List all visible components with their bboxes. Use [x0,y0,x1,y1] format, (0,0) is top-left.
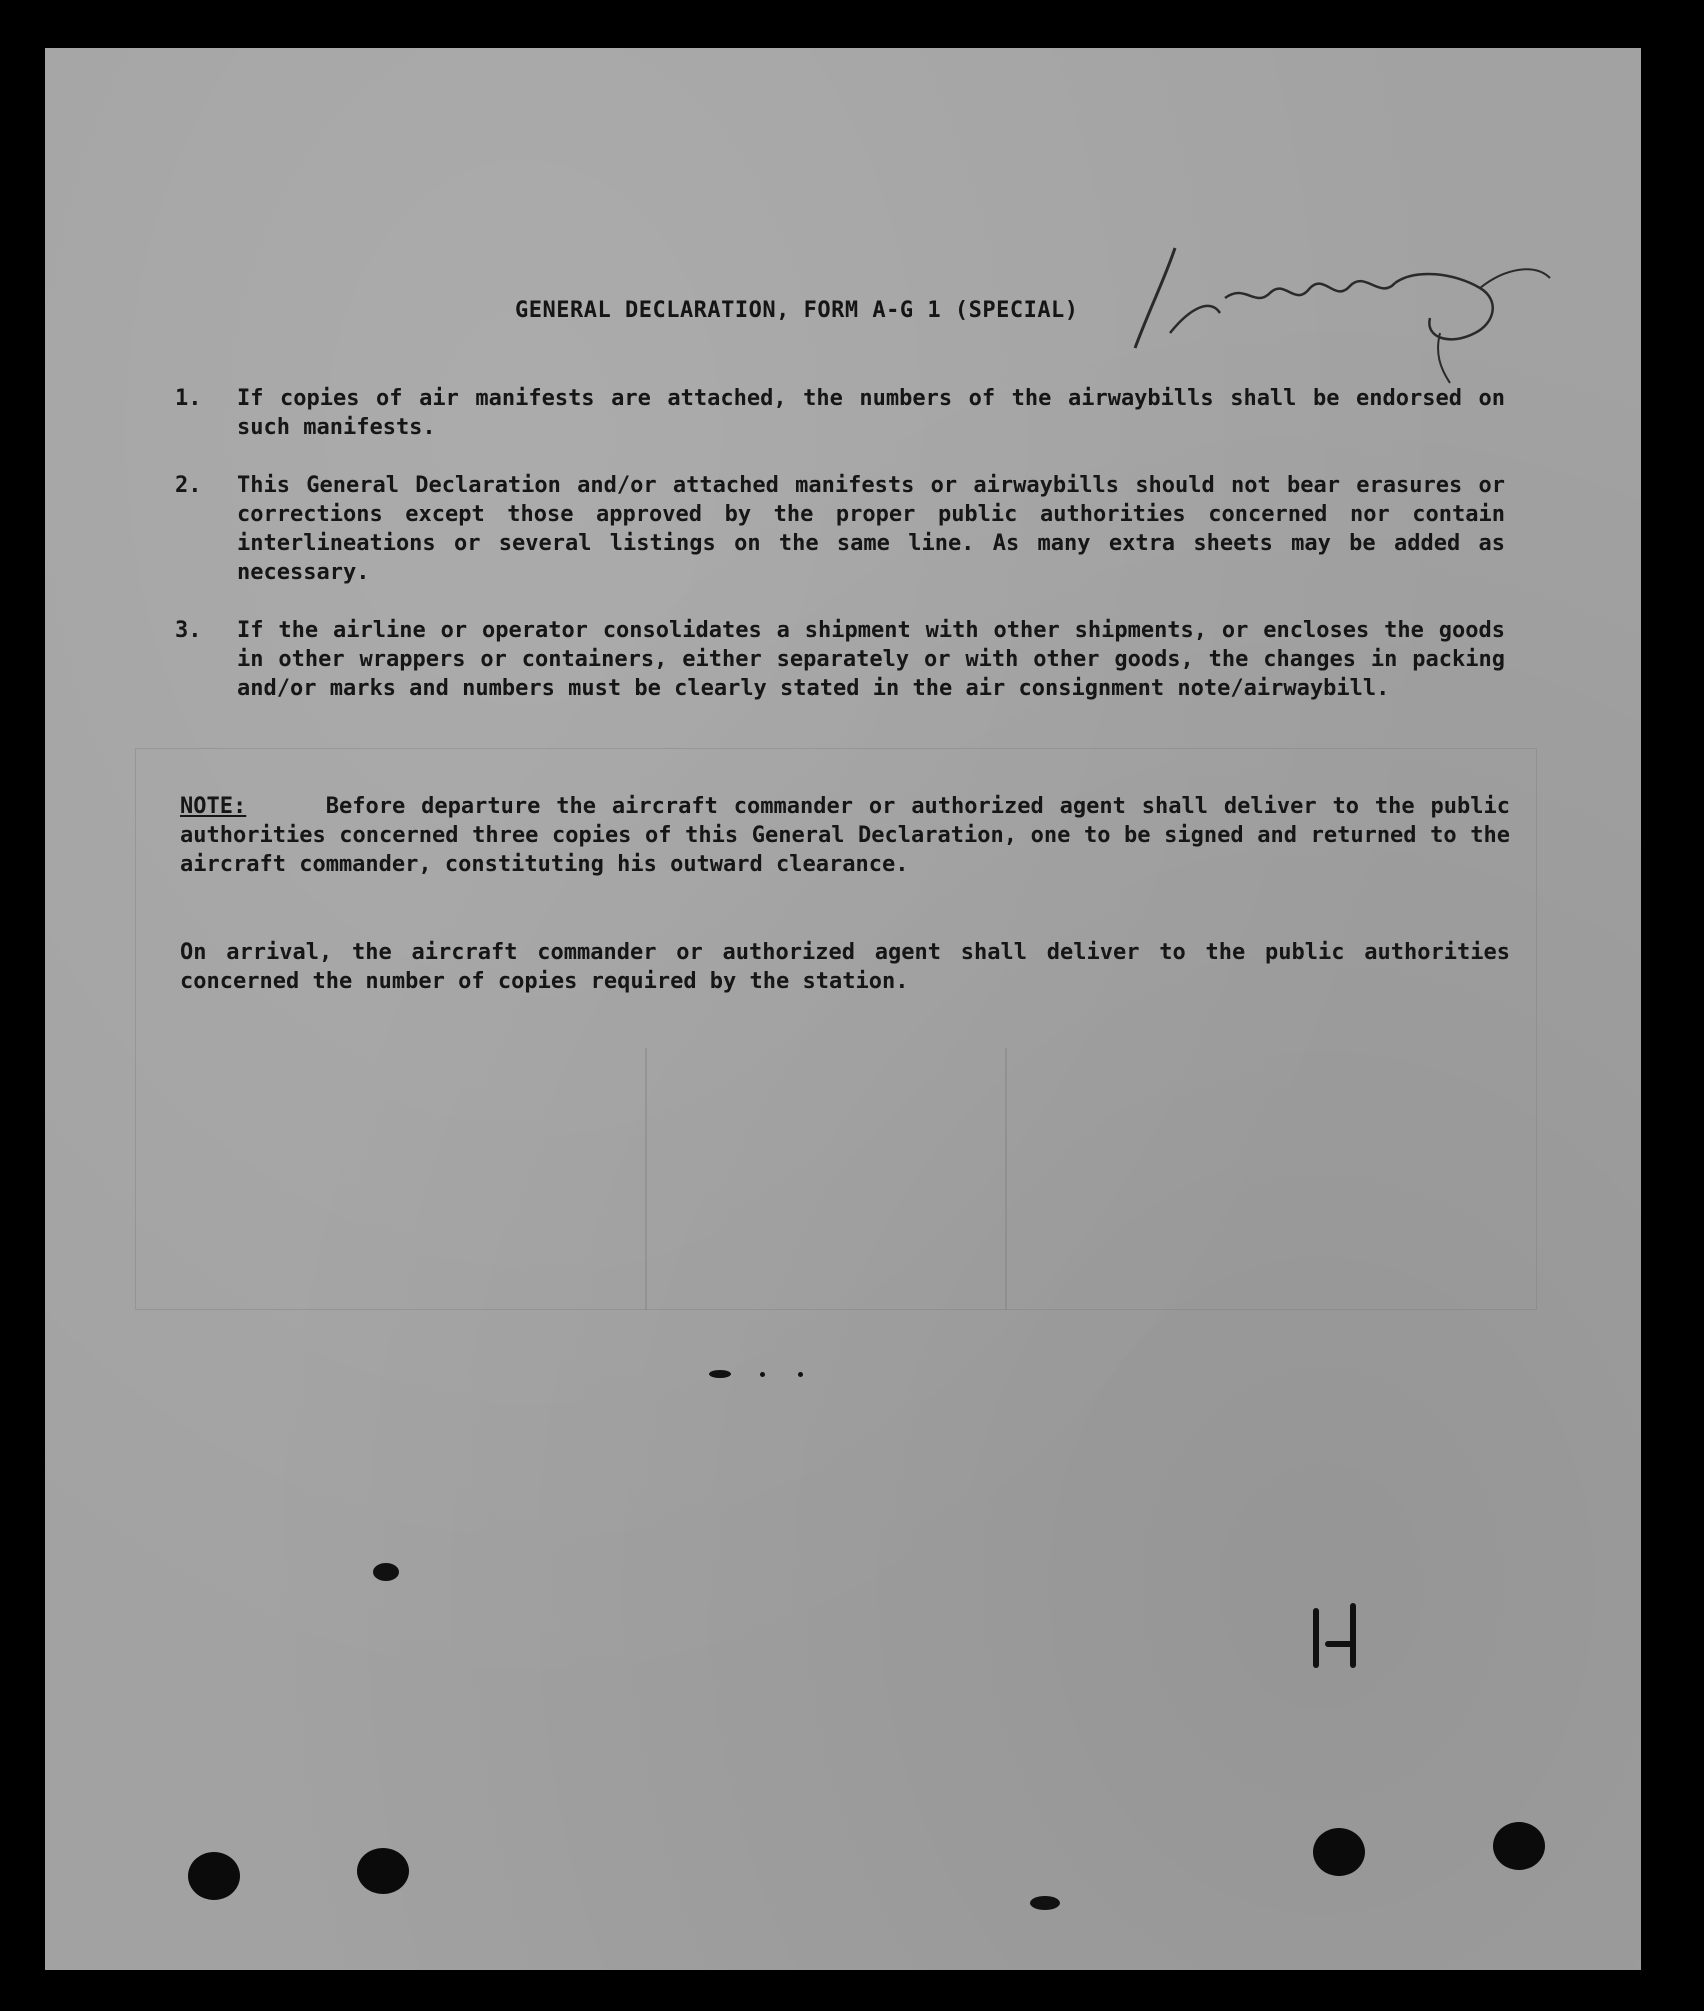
scan-speck [760,1372,765,1377]
item-number: 1. [175,386,202,411]
scan-speck [1350,1603,1356,1668]
scan-speck [1313,1608,1319,1668]
form-title: GENERAL DECLARATION, FORM A-G 1 (SPECIAL) [515,298,1079,323]
item-number: 3. [175,618,202,643]
punch-hole [357,1848,409,1894]
scan-speck [798,1372,803,1377]
arrival-paragraph: On arrival, the aircraft commander or authorized agent shall deliver to the public authorities concerned the number of copies required by the station. [180,940,1510,994]
punch-hole [1313,1828,1365,1876]
punch-hole [1493,1822,1545,1870]
departure-note [180,792,1510,879]
item-text: If the airline or operator consolidates a shipment with other shipments, or encloses the goods in other wrappers or containers, either separately or with other goods, the changes in packing and/or marks and numbers must be clearly stated in the air consignment note/airwaybill. [237,618,1505,701]
instruction-item-1 [175,384,1505,442]
punch-hole [188,1852,240,1900]
item-text: This General Declaration and/or attached manifests or airwaybills should not bear erasures or corrections except those approved by the proper public authorities concerned nor contain interlineations or several listings on the same line. As many extra sheets may be added as necessary. [237,473,1505,585]
scan-speck [709,1370,731,1378]
instruction-item-2 [175,471,1505,587]
bleed-through-column [1005,1048,1007,1310]
item-text: If copies of air manifests are attached, the numbers of the airwaybills shall be endorsed on such manifests. [237,386,1505,440]
note-label: NOTE: [180,794,247,819]
handwritten-signature [1095,238,1575,408]
scan-speck [373,1563,399,1581]
instruction-item-3 [175,616,1505,703]
document-page [45,48,1641,1970]
scan-speck [1030,1896,1060,1910]
item-number: 2. [175,473,202,498]
bleed-through-column [645,1048,647,1310]
note-text: Before departure the aircraft commander or authorized agent shall deliver to the public authorities concerned three copies of this General Declaration, one to be signed and returned to the aircraft commander, constituting his outward clearance. [180,794,1510,877]
scan-speck [1325,1641,1353,1647]
